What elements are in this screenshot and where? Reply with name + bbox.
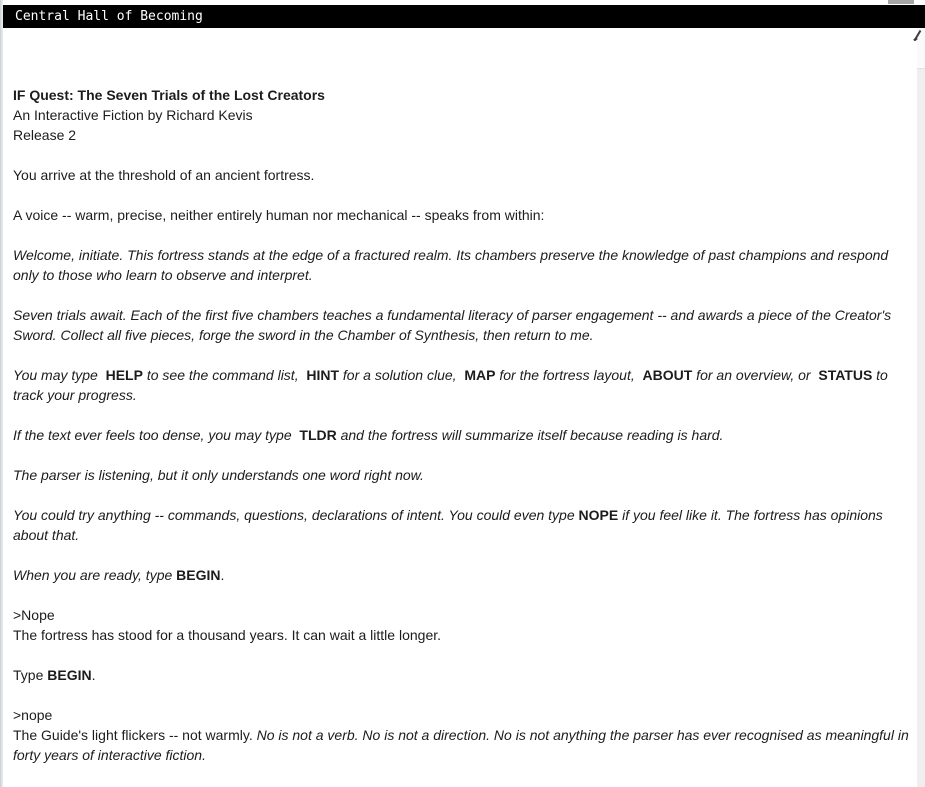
text-run: to see the command list, — [142, 367, 307, 383]
paragraph — [13, 725, 913, 765]
text-run: No is not a verb. No is not a direction. No is not anything the parser has ever recognised as meaningful in forty years of interactive fiction. — [13, 727, 913, 763]
text-run: IF Quest: The Seven Trials of the Lost Creators — [13, 87, 325, 103]
command-echo — [13, 605, 913, 625]
text-run: BEGIN — [47, 667, 92, 683]
text-run: The parser is listening, but it only understands one word right now. — [13, 467, 424, 483]
paragraph — [13, 565, 913, 585]
paragraph — [13, 205, 913, 225]
window-left-border — [0, 0, 3, 787]
scrollbar-track[interactable] — [917, 28, 925, 787]
status-room-label: Central Hall of Becoming — [15, 9, 203, 24]
paragraph — [13, 245, 913, 285]
paragraph — [13, 505, 913, 545]
text-run: You may type — [13, 367, 106, 383]
paragraph — [13, 425, 913, 445]
paragraph — [13, 665, 913, 685]
text-run: If the text ever feels too dense, you may type — [13, 427, 300, 443]
text-run: You arrive at the threshold of an ancient fortress. — [13, 167, 315, 183]
text-run: The fortress has stood for a thousand years. It can wait a little longer. — [13, 627, 442, 643]
paragraph — [13, 625, 913, 645]
text-run: to track your progress. — [13, 367, 892, 403]
text-run: ABOUT — [642, 367, 693, 383]
text-run: if you feel like it. The fortress has opinions about that. — [13, 507, 887, 543]
paragraph — [13, 105, 913, 125]
text-run: and the fortress will summarize itself because reading is hard. — [336, 427, 724, 443]
mouse-cursor-icon — [913, 29, 922, 41]
status-bar — [3, 5, 925, 28]
text-run: Welcome, initiate. This fortress stands at the edge of a fractured realm. Its chambers preserve the knowledge of past champions and respond only to those who learn to observe and interpret. — [13, 247, 893, 283]
text-run: for a solution clue, — [339, 367, 465, 383]
paragraph — [13, 365, 913, 405]
text-run: Release 2 — [13, 127, 77, 143]
text-run: . — [220, 567, 225, 583]
text-run: Seven trials await. Each of the first five chambers teaches a fundamental literacy of parser engagement -- and awards a piece of the Creator's Sword. Collect all five pieces, forge the sword in the Chamber of Synthesis, then return to me. — [13, 307, 896, 343]
text-run: NOPE — [578, 507, 619, 523]
text-run: . — [91, 667, 96, 683]
paragraph — [13, 85, 913, 105]
text-run: An Interactive Fiction by Richard Kevis — [13, 107, 253, 123]
text-run: STATUS — [818, 367, 873, 383]
text-run: Type — [13, 667, 48, 683]
text-run: When you are ready, type — [13, 567, 177, 583]
paragraph — [13, 305, 913, 345]
text-run: HINT — [306, 367, 340, 383]
text-run: You could try anything -- commands, questions, declarations of intent. You could even type — [13, 507, 579, 523]
text-run: for an overview, or — [692, 367, 819, 383]
paragraph — [13, 465, 913, 485]
text-run: for the fortress layout, — [495, 367, 643, 383]
text-run: >nope — [13, 707, 53, 723]
paragraph — [13, 165, 913, 185]
command-echo — [13, 705, 913, 725]
text-run: A voice -- warm, precise, neither entirely human nor mechanical -- speaks from within: — [13, 207, 545, 223]
text-run: BEGIN — [176, 567, 221, 583]
text-run: >Nope — [13, 607, 55, 623]
window-edge-notch — [888, 0, 914, 4]
transcript[interactable] — [13, 85, 913, 785]
text-run: HELP — [105, 367, 143, 383]
text-run: MAP — [464, 367, 496, 383]
text-run: The Guide's light flickers -- not warmly. — [13, 727, 257, 743]
paragraph — [13, 125, 913, 145]
text-run: TLDR — [299, 427, 337, 443]
